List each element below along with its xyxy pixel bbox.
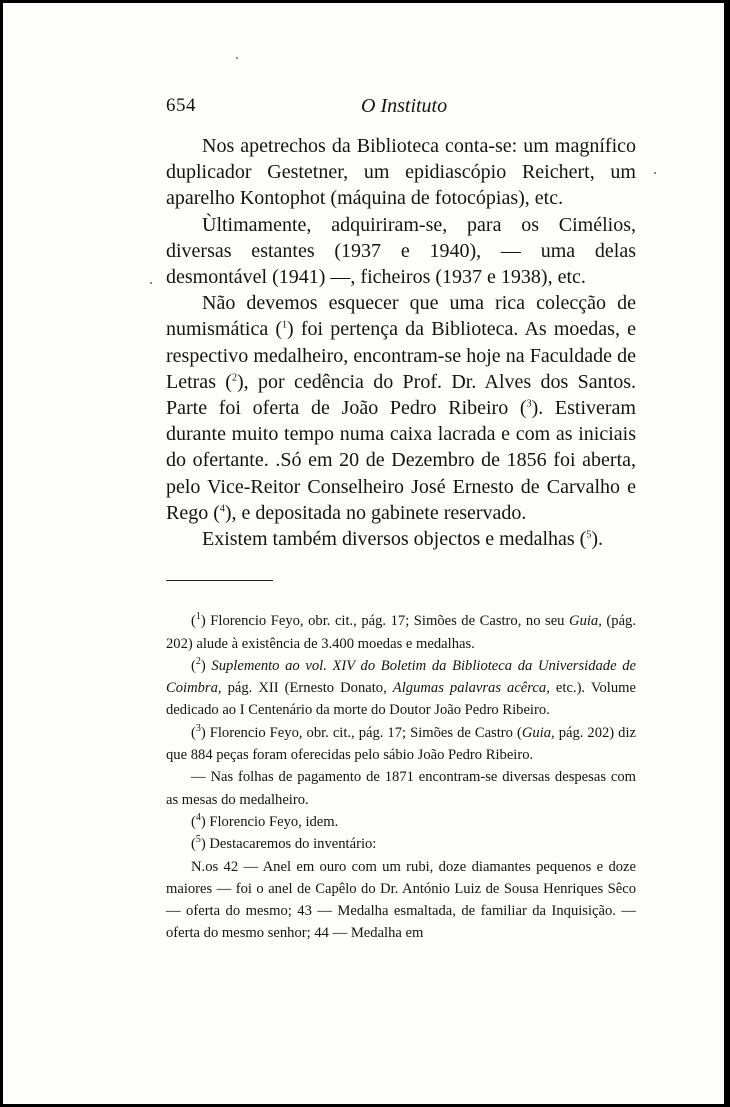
paragraph-1: Nos apetrechos da Biblioteca conta-se: um magnífico duplicador Gestetner, um epidiascópio Reichert, um aparelho Kontophot (máquina de fotocópias), etc. <box>166 135 636 210</box>
footnote-ref-2: 2 <box>231 372 237 384</box>
footnote-text: Destacaremos do inventário: <box>209 836 377 853</box>
footnote-rule <box>166 580 273 581</box>
footnote-text: Florencio Feyo, obr. cit., pág. 17; Simões de Castro, no seu <box>210 613 565 630</box>
footnote-text: Florencio Feyo, obr. cit., pág. 17; Simões de Castro ( <box>209 724 522 741</box>
paragraph-3-text: ), por cedência do Prof. Dr. Alves dos Santos. Parte foi oferta de João Pedro Ribeiro ( <box>166 370 636 420</box>
running-title: O Instituto <box>361 95 448 117</box>
footnote-1: ($^1$) Florencio Feyo, obr. cit., pág. 17; Simões de Castro, no seu Guia, (pág. 202) alude à existência de 3.400 moedas e medalhas. <box>166 611 637 652</box>
footnote-mark: 3 <box>195 722 201 734</box>
footnote-text: pág. 202) diz que 884 peças foram oferecidas pelo sábio João Pedro Ribeiro. <box>166 724 636 764</box>
paragraph-4-text: ). <box>591 528 604 551</box>
footnote-4: ($^4$) Florencio Feyo, idem. <box>191 812 339 830</box>
footnote-italic: Guia, <box>569 613 602 630</box>
paragraph-3-text: ) foi pertença da Biblioteca. As moedas, e respectivo medalheiro, encontram-se hoje na Faculdade de Letras ( <box>166 318 636 393</box>
paragraph-4-text: Existem também diversos objectos e medalhas ( <box>202 528 587 551</box>
print-speck <box>236 57 238 59</box>
footnote-5: ($^5$) Destacaremos do inventário: <box>191 834 377 853</box>
footnote-text: pág. XII (Ernesto Donato, <box>227 680 387 697</box>
footnote-mark: 5 <box>195 834 201 846</box>
footnotes <box>166 610 636 944</box>
footnote-italic: Algumas palavras acêrca, <box>392 680 550 697</box>
footnote-text: etc.). Volume dedicado ao I Centenário da morte do Doutor João Pedro Ribeiro. <box>166 680 636 719</box>
footnote-ref-3: 3 <box>526 398 532 410</box>
footnote-mark: 2 <box>195 655 201 667</box>
footnote-mark: 1 <box>195 611 201 623</box>
paragraph-2: Ùltimamente, adquiriram-se, para os Cimélios, diversas estantes (1937 e 1940), — uma delas desmontável (1941) —, ficheiros (1937 e 1938), etc. <box>166 213 636 289</box>
print-speck <box>654 172 656 174</box>
paragraph-4 <box>166 526 636 552</box>
footnote-ref-5: 5 <box>586 529 592 541</box>
paragraph-3-text: ). Estiveram durante muito tempo numa caixa lacrada e com as iniciais do ofertante. .Só em 20 de Dezembro de 1856 foi aberta, pelo Vice-Reitor Conselheiro José Ernesto de Carvalho e Rego ( <box>166 397 636 524</box>
footnote-ref-4: 4 <box>219 503 225 515</box>
footnote-ref-1: 1 <box>282 319 288 331</box>
footnote-italic: Suplemento ao vol. XIV do Boletim da Biblioteca da Universidade de Coimbra, <box>166 657 636 697</box>
paragraph-3-text: Não devemos esquecer que uma rica colecção de numismática ( <box>166 292 636 341</box>
footnote-separator <box>166 552 636 610</box>
footnote-3-continuation: — Nas folhas de pagamento de 1871 encontram-se diversas despesas com as mesas do medalheiro. <box>166 769 636 808</box>
paragraph-3-text: ), e depositada no gabinete reservado. <box>224 501 527 524</box>
print-speck <box>150 282 152 284</box>
footnote-text: Florencio Feyo, idem. <box>209 813 339 830</box>
paragraph-3 <box>166 290 636 526</box>
footnote-3: ($^3$) Florencio Feyo, obr. cit., pág. 17; Simões de Castro (Guia, pág. 202) diz que 884 peças foram oferecidas pelo sábio João Pedro Ribeiro. <box>166 722 636 764</box>
body-text <box>166 133 636 552</box>
page-number: 654 <box>166 95 196 116</box>
page-content <box>166 89 636 945</box>
footnote-text: (pág. 202) alude à existência de 3.400 moedas e medalhas. <box>166 613 637 652</box>
footnote-italic: Guia, <box>521 724 555 741</box>
footnote-2: ($^2$) Suplemento ao vol. XIV do Boletim da Biblioteca da Universidade de Coimbra, pág. XII (Ernesto Donato, Algumas palavras acêrca, etc.). Volume dedicado ao I Centenário da morte do Doutor João Pedro Ribeiro. <box>166 655 636 719</box>
footnote-5-inventory: N.os 42 — Anel em ouro com um rubi, doze diamantes pequenos e doze maiores — foi o anel de Capêlo do Dr. António Luiz de Sousa Henriques Sêco — oferta do mesmo; 43 — Medalha esmaltada, de familiar da Inquisição. — oferta do mesmo senhor; 44 — Medalha em <box>166 858 636 942</box>
footnote-mark: 4 <box>195 812 201 824</box>
running-head <box>166 89 636 121</box>
